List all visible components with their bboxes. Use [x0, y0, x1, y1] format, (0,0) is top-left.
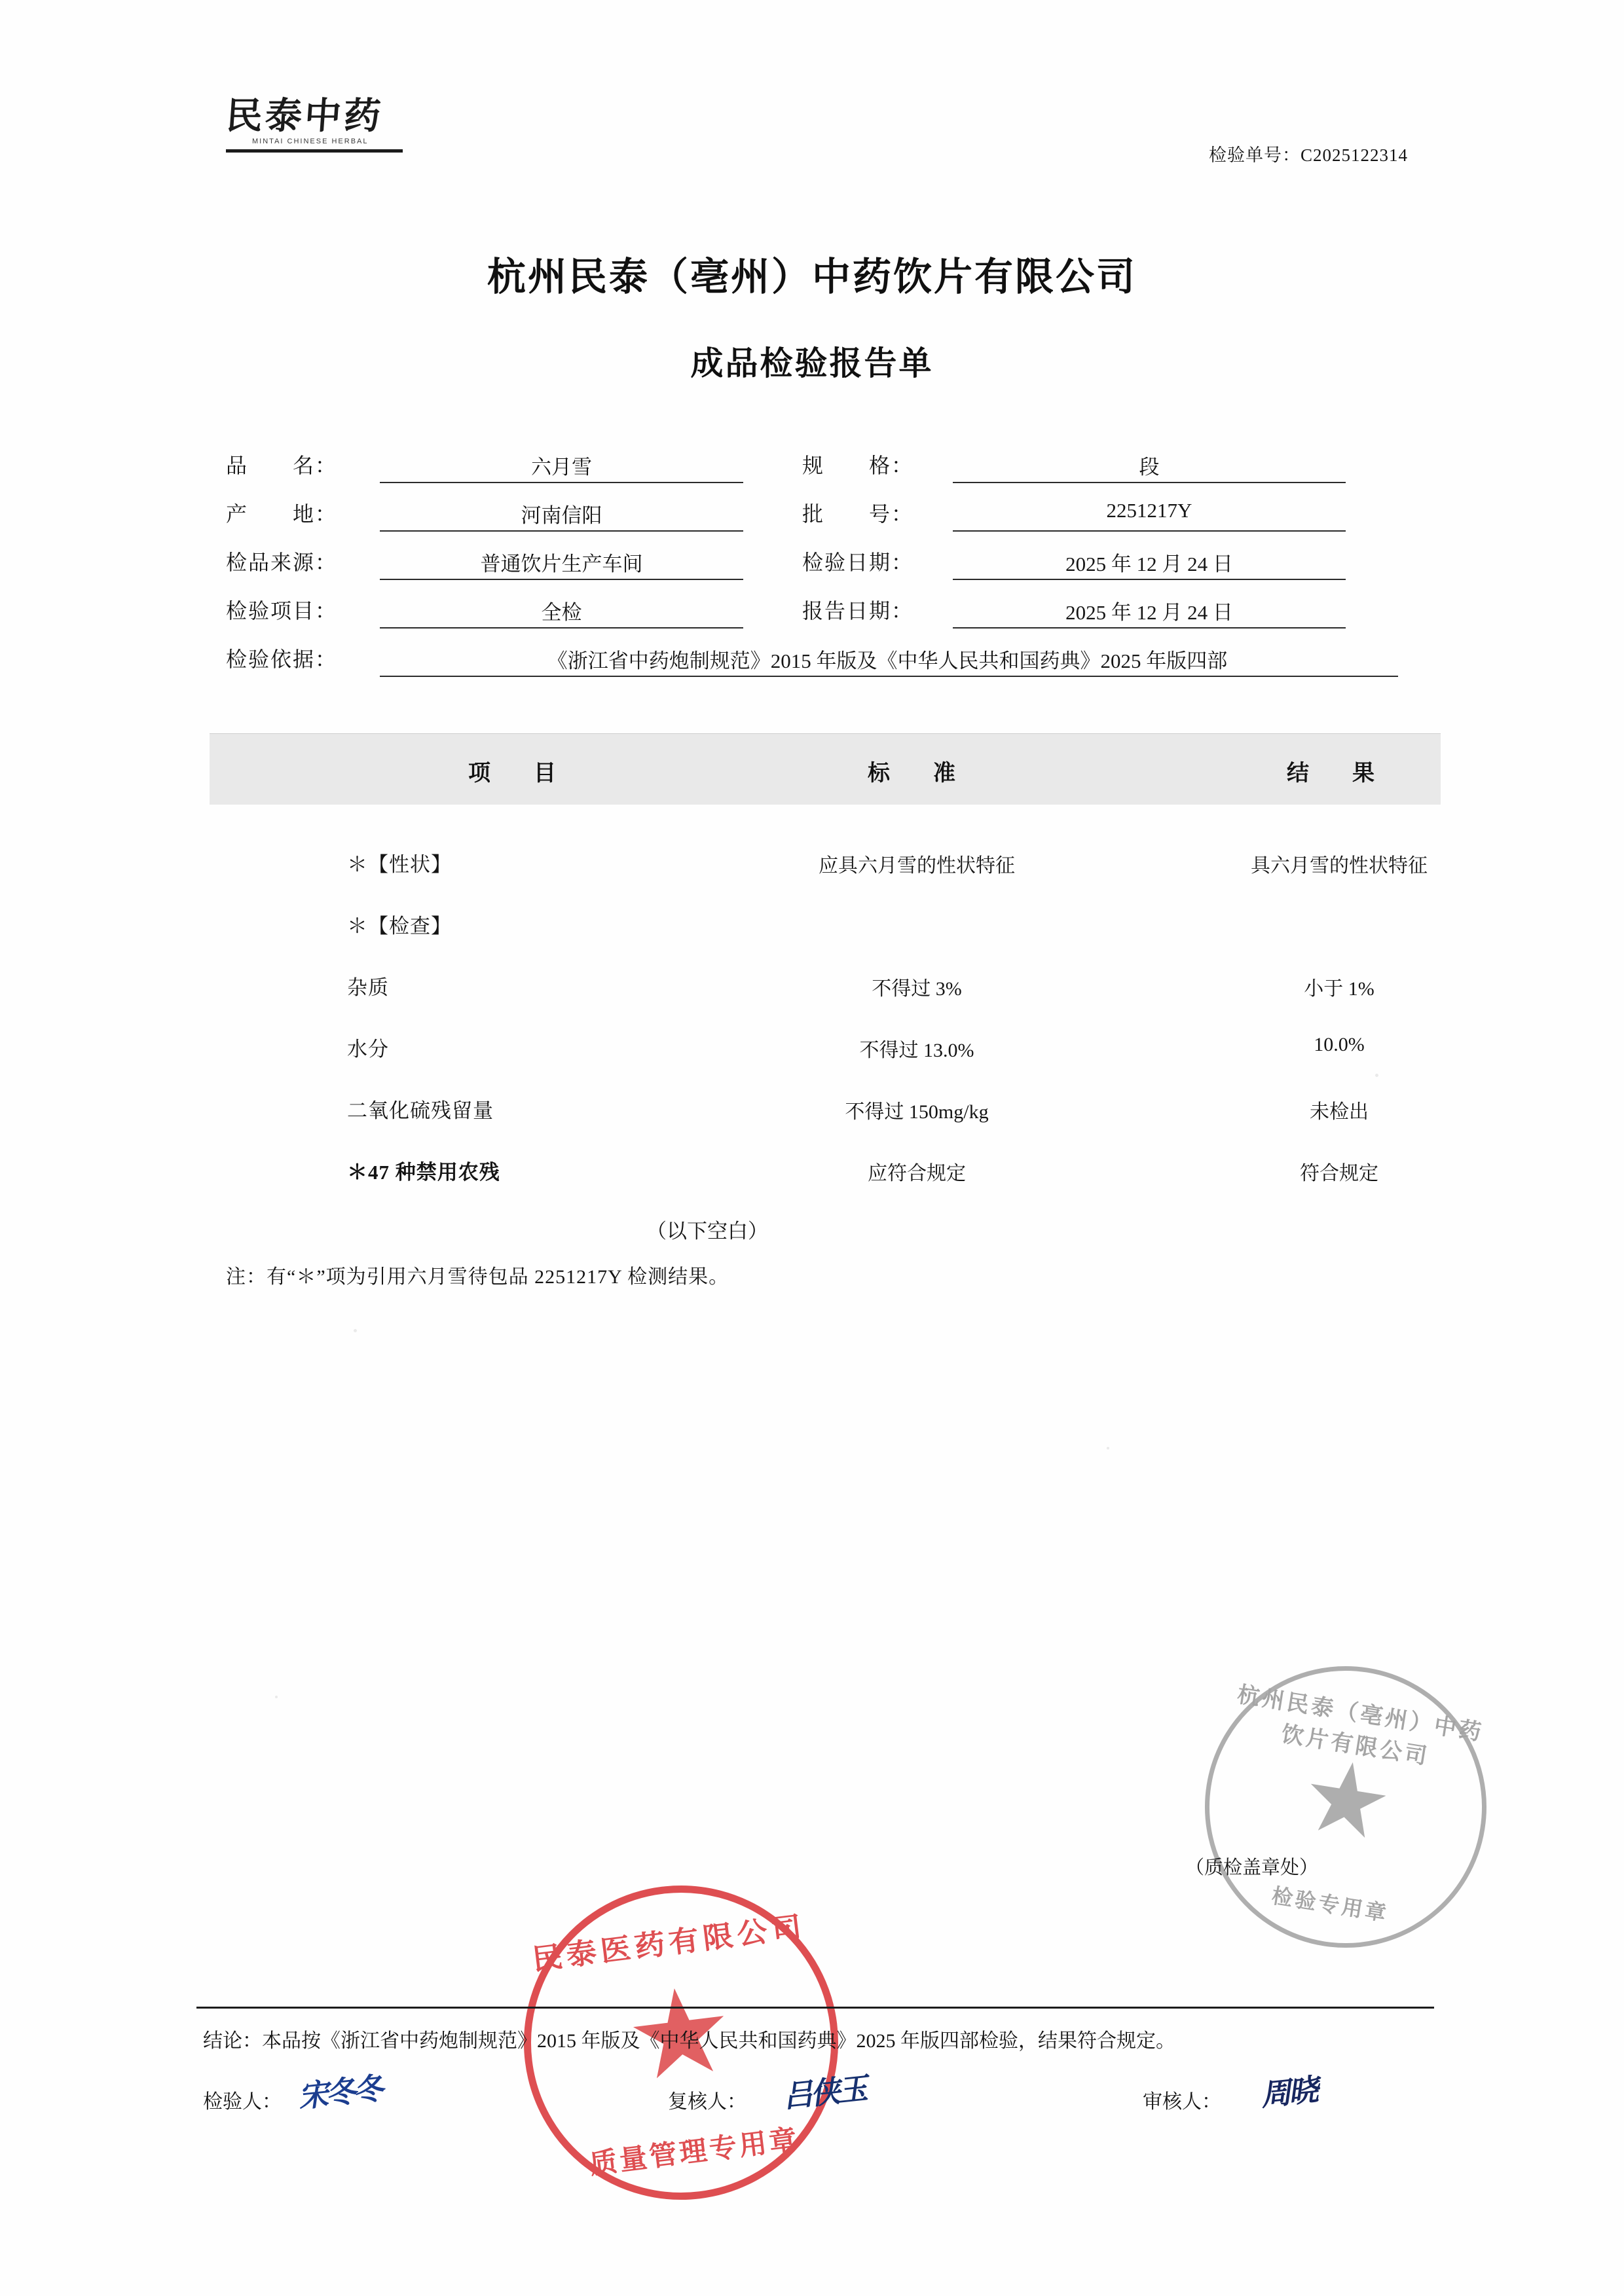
inspector-label: 检验人： — [203, 2091, 282, 2113]
origin-label: 产 地： — [226, 502, 338, 526]
inspection-seal-bottom-text: 检验专用章 — [1270, 1884, 1391, 1925]
column-header-result: 结 果 — [1287, 761, 1385, 786]
approver-label: 审核人： — [1143, 2091, 1221, 2113]
row-standard: 应具六月雪的性状特征 — [819, 855, 1015, 877]
field-underline — [953, 627, 1346, 629]
inspector-signature: 宋冬冬 — [296, 2070, 382, 2115]
field-underline — [380, 530, 743, 532]
column-header-item: 项 目 — [468, 761, 566, 786]
source-value: 普通饮片生产车间 — [480, 553, 643, 575]
column-header-standard: 标 准 — [868, 761, 966, 786]
field-underline — [953, 482, 1346, 483]
field-underline — [380, 482, 743, 483]
row-result: 10.0% — [1314, 1034, 1365, 1055]
table-row — [210, 1080, 1441, 1141]
row-result: 小于 1% — [1304, 978, 1375, 1000]
approver-signature: 周晓 — [1259, 2071, 1318, 2113]
row-item: ＊【性状】 — [347, 853, 452, 876]
quality-seal-bottom-text: 质量管理专用章 — [587, 2124, 802, 2181]
product-name-label: 品 名： — [226, 454, 338, 477]
field-underline — [953, 579, 1346, 580]
scan-speck — [354, 1329, 357, 1332]
field-underline — [380, 627, 743, 629]
table-row — [210, 833, 1441, 895]
seal-caption: （质检盖章处） — [1185, 1857, 1319, 1878]
spec-value: 段 — [1139, 456, 1160, 479]
info-row — [226, 494, 1431, 542]
origin-value: 河南信阳 — [521, 504, 602, 527]
batch-value: 2251217Y — [1106, 499, 1192, 522]
row-item: 二氧化硫残留量 — [347, 1099, 494, 1122]
basis-label: 检验依据： — [226, 647, 338, 671]
row-item: 杂质 — [347, 976, 389, 999]
product-name-value: 六月雪 — [531, 456, 592, 479]
row-result: 具六月雪的性状特征 — [1251, 855, 1428, 877]
table-header-row — [210, 733, 1441, 805]
report-date-label: 报告日期： — [802, 599, 914, 623]
row-item: 水分 — [347, 1038, 389, 1061]
company-title: 杭州民泰（亳州）中药饮片有限公司 — [487, 255, 1137, 299]
info-row — [226, 445, 1431, 494]
row-item: ＊【检查】 — [347, 915, 452, 938]
report-number — [1209, 141, 1408, 166]
field-underline — [380, 579, 743, 580]
star-icon: ★ — [625, 1976, 736, 2096]
star-icon: ★ — [1299, 1751, 1394, 1854]
reviewer-signature: 吕侠玉 — [781, 2070, 867, 2115]
report-number-value: C2025122314 — [1300, 145, 1408, 165]
logo-underline — [226, 149, 403, 153]
info-row — [226, 542, 1431, 591]
row-standard: 应符合规定 — [868, 1163, 966, 1184]
company-logo — [226, 98, 409, 160]
row-standard: 不得过 150mg/kg — [845, 1101, 989, 1123]
quality-seal-top-text: 民泰医药有限公司 — [530, 1910, 807, 1977]
inspection-seal-stamp — [1185, 1646, 1507, 1968]
field-underline — [953, 530, 1346, 532]
source-label: 检品来源： — [226, 551, 338, 574]
test-date-label: 检验日期： — [802, 551, 914, 574]
info-block — [226, 445, 1431, 687]
batch-label: 批 号： — [802, 502, 914, 526]
table-row — [210, 1141, 1441, 1203]
row-standard: 不得过 3% — [872, 978, 962, 1000]
blank-marker: （以下空白） — [646, 1220, 768, 1243]
info-row — [226, 591, 1431, 639]
field-underline — [380, 676, 1398, 677]
row-result: 未检出 — [1310, 1101, 1369, 1123]
table-row — [210, 1018, 1441, 1080]
logo-subtext: MINTAI CHINESE HERBAL — [252, 137, 369, 145]
spec-label: 规 格： — [802, 454, 914, 477]
results-table — [210, 733, 1441, 1203]
report-number-label: 检验单号： — [1208, 145, 1301, 165]
reviewer-label: 复核人： — [668, 2091, 747, 2113]
logo-text: 民泰中药 — [224, 96, 385, 137]
row-standard: 不得过 13.0% — [859, 1040, 974, 1061]
document-title: 成品检验报告单 — [690, 345, 934, 382]
table-row — [210, 895, 1441, 957]
conclusion-text: 结论：本品按《浙江省中药炮制规范》2015 年版及《中华人民共和国药典》2025 年版四部检验，结果符合规定。 — [203, 2030, 1175, 2052]
test-date-value: 2025 年 12 月 24 日 — [1065, 553, 1233, 575]
row-result: 符合规定 — [1300, 1163, 1378, 1184]
info-row — [226, 639, 1431, 687]
row-item: ＊47 种禁用农残 — [347, 1161, 500, 1184]
table-note: 注：有“＊”项为引用六月雪待包品 2251217Y 检测结果。 — [226, 1266, 729, 1288]
table-row — [210, 957, 1441, 1018]
inspection-seal-top-text: 杭州民泰（亳州）中药饮片有限公司 — [1235, 1683, 1486, 1770]
basis-value: 《浙江省中药炮制规范》2015 年版及《中华人民共和国药典》2025 年版四部 — [547, 649, 1228, 672]
scan-speck — [1107, 1447, 1109, 1449]
scan-speck — [275, 1696, 278, 1698]
inspection-item-label: 检验项目： — [226, 599, 338, 623]
report-date-value: 2025 年 12 月 24 日 — [1065, 601, 1233, 624]
inspection-item-value: 全检 — [541, 601, 582, 624]
footer-divider — [196, 2007, 1434, 2009]
